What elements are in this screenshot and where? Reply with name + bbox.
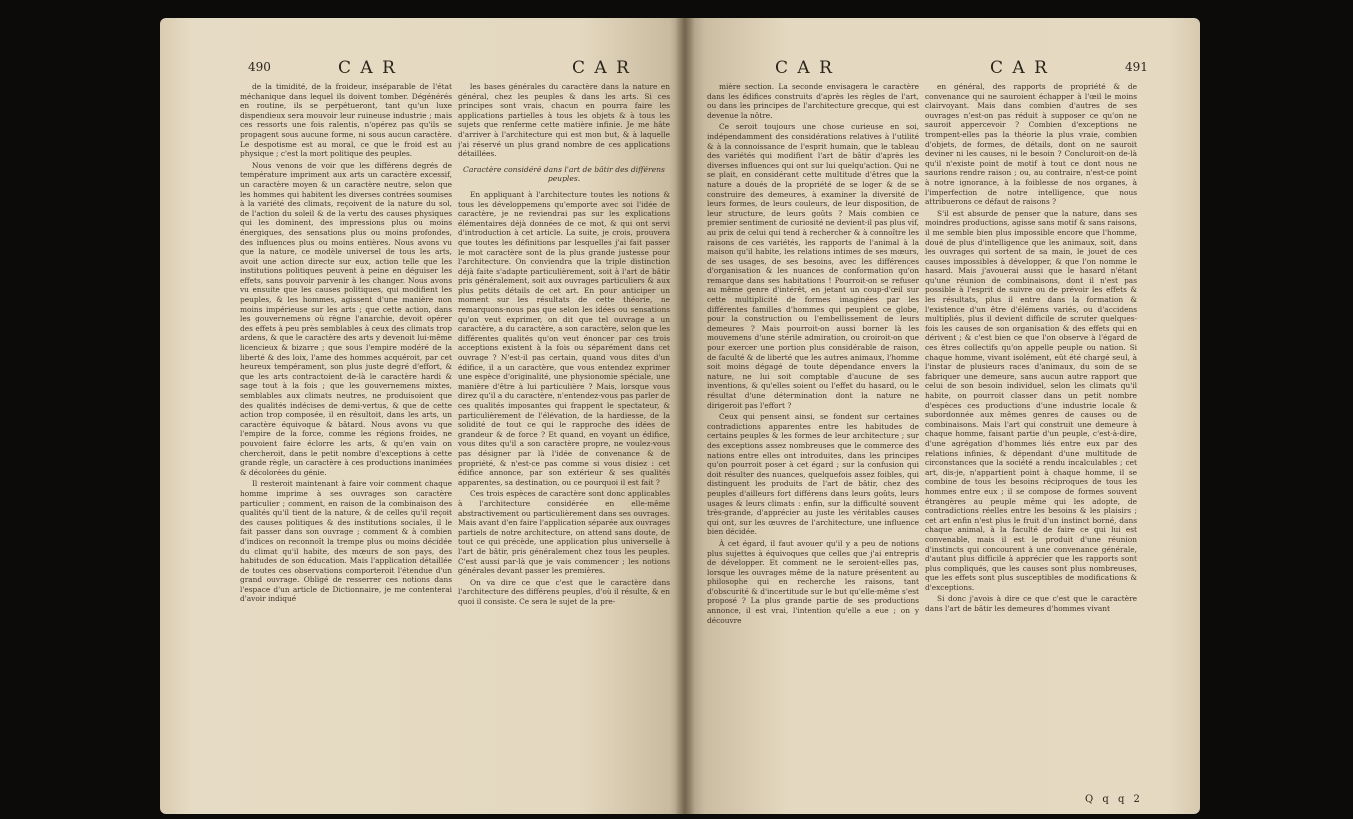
left-page-column-1 bbox=[240, 82, 452, 782]
paragraph: en général, des rapports de propriété & de convenance qui ne sauroient échapper à l'œil le moins clairvoyant. Mais dans combien d'autres de ses ouvrages n'est-on pas réduit à supposer ce qu'on ne sauroit appercevoir ? Combien d'exceptions ne trompent-elles pas la théorie la plus vraie, combien d'objets, de formes, de détails, dont on ne sauroit deviner ni les causes, ni le besoin ? Concluroit-on de-là qu'il n'existe point de motif à tout ce dont nous ne saurions rendre raison ; ou, au contraire, n'est-ce point à notre ignorance, à la foiblesse de nos organes, à l'imperfection de notre intelligence, que nous attribuerons ce défaut de raisons ? bbox=[925, 82, 1137, 207]
paragraph: mière section. La seconde envisagera le caractère dans les édifices construits d'après les règles de l'art, ou dans les principes de l'architecture grecque, qui est devenue la nôtre. bbox=[707, 82, 919, 120]
running-head-left-b: C A R bbox=[572, 58, 631, 78]
running-head-left-a: C A R bbox=[338, 58, 397, 78]
page-number-left: 490 bbox=[248, 60, 271, 74]
paragraph: Ce seroit toujours une chose curieuse en soi, indépendamment des considérations relatives à l'utilité & à la connoissance de l'esprit humain, que le tableau des variétés qui modifient l'art de bâtir d'après les diverses influences qui ont sur lui quelqu'action. Qui ne se plait, en considérant cette multitude d'êtres que la nature a doués de la propriété de se loger & de se construire des demeures, à examiner la diversité de leurs formes, de leurs couleurs, de leur disposition, de leur structure, de leurs goûts ? Mais combien ce premier sentiment de curiosité ne devient-il pas plus vif, au prix de celui qui tend à rechercher & à connoître les raisons de ces variétés, les rapports de l'animal à la maison qu'il habite, les relations intimes de ses mœurs, de ses usages, de ses besoins, avec les différences d'organisation & les nuances de conformation qu'on remarque dans ses habitations ! Pourroit-on se refuser au même genre d'intérêt, en jetant un coup-d'œil sur cette multiplicité de formes imaginées par les différentes familles d'hommes qui peuplent ce globe, pour la construction ou l'embellissement de leurs demeures ? Mais pourroit-on aussi borner là les mouvemens d'une stérile admiration, ou croiroit-on que pour exercer une portion plus considérable de raison, de faculté & de liberté que les autres animaux, l'homme soit moins dégagé de toute dépendance envers la nature, ne lui soit comptable d'aucune de ses inventions, & qu'elles soient ou l'effet du hasard, ou le résultat d'une détermination dont la nature ne dirigeroit pas l'effort ? bbox=[707, 122, 919, 410]
right-page-column-1 bbox=[707, 82, 919, 782]
paragraph: Ceux qui pensent ainsi, se fondent sur certaines contradictions apparentes entre les habitudes de certains peuples & les formes de leur architecture ; sur des exceptions assez nombreuses que le commerce des nations entre elles ont introduites, dans les principes qu'on pourroit poser à cet égard ; sur la confusion qui doit résulter des nuances, quelquefois assez foibles, qui distinguent les produits de l'art de bâtir, chez des peuples d'ailleurs fort différens dans leurs goûts, leurs usages & leurs climats : enfin, sur la difficulté souvent très-grande, d'apprécier au juste les véritables causes qui ont, sur les œuvres de l'architecture, une influence bien décidée. bbox=[707, 412, 919, 537]
paragraph: Si donc j'avois à dire ce que c'est que le caractère dans l'art de bâtir les demeures d'hommes vivant bbox=[925, 594, 1137, 614]
paragraph: S'il est absurde de penser que la nature, dans ses moindres productions, agisse sans motif & sans raisons, il me semble bien plus impossible encore que l'homme, doué de plus d'intelligence que les animaux, soit, dans les ouvrages qui sortent de sa main, le jouet de ces causes impossibles à développer, & que l'on nomme le hasard. Mais j'avouerai aussi que le hasard n'étant qu'une réunion de combinaisons, dont il n'est pas possible à l'esprit de suivre ou de prévoir les effets & les résultats, plus il entre dans la formation & l'existence d'un être d'élémens variés, ou d'accidens multipliés, plus il devient difficile de scruter quelques-fois les causes de son organisation & des effets qui en dérivent ; & c'est bien ce que l'on observe à l'égard de ces êtres collectifs qu'on appelle peuple ou nation. Si chaque homme, vivant isolément, eût été chargé seul, à l'instar de plusieurs races d'animaux, du soin de se fabriquer une demeure, sans aucun autre rapport que celui de son besoin individuel, selon les climats qu'il habite, on pourroit classer dans un petit nombre d'espèces ces productions d'une industrie locale & subordonnée aux mêmes genres de causes ou de combinaisons. Mais l'art qui construit une demeure à chaque homme, faisant partie d'un peuple, c'est-à-dire, d'une agrégation d'hommes liés entre eux par des relations infinies, & dépendant d'une multitude de circonstances que la société a rendu incalculables ; cet art, dis-je, n'appartient point à chaque homme, il se combine de tous les besoins réciproques de tous les hommes entre eux ; il se compose de formes souvent étrangères au peuple même qui les adopte, de contradictions réelles entre les besoins & les plaisirs ; cet art enfin n'est plus le fruit d'un instinct borné, dans chaque animal, à la faculté de faire ce qui lui est convenable, mais il est le produit d'une réunion d'instincts qui concourent à une convenance générale, d'autant plus difficile à apprécier que les rapports sont plus compliqués, que les causes sont plus nombreuses, que les effets sont plus susceptibles de modifications & d'exceptions. bbox=[925, 208, 1137, 592]
paragraph: Il resteroit maintenant à faire voir comment chaque homme imprime à ses ouvrages son caractère particulier ; comment, en raison de la combinaison des qualités qu'il tient de la nature, & de celles qu'il reçoit des causes politiques & des institutions sociales, il le fait passer dans son ouvrage ; comment & à combien d'indices on reconnoît la trempe plus ou moins décidée du climat qu'il habite, des mœurs de son pays, des habitudes de son éducation. Mais l'application détaillée de toutes ces observations comporteroit l'étendue d'un grand ouvrage. Obligé de resserrer ces notions dans l'espace d'un article de Dictionnaire, je me contenterai d'avoir indiqué bbox=[240, 479, 452, 604]
paragraph: de la timidité, de la froideur, inséparable de l'état méchanique dans lequel ils doivent tomber. Dégénérés en routine, ils se perpétueront, tant qu'un luxe dispendieux sera mouvoir leur ruineuse industrie ; mais ces ressorts une fois ralentis, n'opérez pas qu'ils se propagent sous aucune forme, ni sous aucun caractère. Le despotisme est au moral, ce que le froid est au physique ; c'est la mort politique des peuples. bbox=[240, 82, 452, 159]
running-head-right-a: C A R bbox=[775, 58, 834, 78]
paragraph: À cet égard, il faut avouer qu'il y a peu de notions plus sujettes à équivoques que celles que j'ai entrepris de développer. Et comment ne le seroient-elles pas, lorsque les ouvrages même de la nature présentent au philosophe qui en recherche les raisons, tant d'obscurité & d'incertitude sur le but qu'elle-même s'est proposé ? La plus grande partie de ses productions annonce, il est vrai, l'intention qu'elle a eue ; on y découvre bbox=[707, 538, 919, 625]
paragraph: En appliquant à l'architecture toutes les notions & tous les développemens qu'emporte avec soi l'idée de caractère, je ne reviendrai pas sur les explications élémentaires déjà données de ce mot, & qui ont servi d'introduction à cet article. La suite, je crois, prouvera que toutes les définitions par lesquelles j'ai fait passer le mot caractère sont de la plus grande justesse pour l'architecture. On conviendra que la triple distinction déjà faite s'adapte particulièrement, soit à l'art de bâtir pris généralement, soit aux ouvrages particuliers & aux plus petits détails de cet art. En pour anticiper un moment sur les résultats de cette théorie, ne remarquons-nous pas que selon les idées ou sensations qu'on veut exprimer, on dit que tel ouvrage a un caractère, a du caractère, a son caractère, selon que les différentes qualités qu'on veut énoncer par ces trois acceptions existent à la fois ou séparément dans cet ouvrage ? N'est-il pas certain, quand vous dites d'un édifice, il a un caractère, que vous entendez exprimer une espèce d'originalité, une physionomie spéciale, une manière d'être à lui particulière ? Mais, lorsque vous direz qu'il a du caractère, n'entendez-vous pas parler de ces qualités imposantes qui frappent le spectateur, & particulièrement de l'élévation, de la hardiesse, de la solidité de tout ce qui le rapproche des idées de grandeur & de force ? Et quand, en voyant un édifice, vous dites qu'il a son caractère propre, ne voulez-vous pas désigner par là l'idée de convenance & de propriété, & n'est-ce pas comme si vous disiez : cet édifice annonce, par son extérieur & ses qualités apparentes, sa destination, ou ce pourquoi il est fait ? bbox=[458, 189, 670, 487]
open-book bbox=[160, 18, 1200, 814]
left-page-column-2 bbox=[458, 82, 670, 782]
paragraph: Nous venons de voir que les différens degrés de température impriment aux arts un caractère excessif, un caractère moyen & un caractère neutre, selon que les hommes qui habitent les diverses contrées soumises à la variété des climats, reçoivent de la nature du sol, de l'action du soleil & de la vertu des causes physiques qui les dominent, des impressions plus ou moins énergiques, des sensations plus ou moins profondes, des influences plus ou moins entières. Nous avons vu que la nature, ce modèle universel de tous les arts, avoit une action directe sur eux, action telle que les institutions politiques peuvent à peine en déguiser les effets, sans pouvoir parvenir à les changer. Nous avons vu ensuite que les causes politiques, qui modifient les peuples, & les hommes, agissent d'une manière non moins impérieuse sur les arts ; que cette action, dans les gouvernemens où règne l'anarchie, devoit opérer des effets à peu près semblables à ceux des climats trop ardens, & que le caractère des arts y devenoit lui-même licencieux & bizarre ; que sous l'empire modéré de la liberté & des loix, l'ame des hommes acquéroit, par cet heureux tempérament, son plus juste degré d'effort, & que les arts contractoient de-là le caractère hardi & sage tout à la fois ; que les gouvernemens mixtes, semblables aux climats neutres, ne produisoient que des qualités indécises de demi-vertus, & que de cette action trop composée, il en résultoit, dans les arts, un caractère équivoque & bâtard. Nous avons vu que l'empire de la force, comme les régions froides, ne pouvoient faire éclorre les arts, & qu'en vain on chercheroit, dans le petit nombre d'exceptions à cette grande règle, un caractère à ces productions inanimées & décolorées du génie. bbox=[240, 160, 452, 477]
section-heading: Caractère considéré dans l'art de bâtir des différens peuples. bbox=[463, 164, 665, 184]
right-page bbox=[685, 18, 1200, 814]
signature-mark: Q q q 2 bbox=[1085, 794, 1143, 805]
paragraph: Ces trois espèces de caractère sont donc applicables à l'architecture considérée en elle-même abstractivement ou particulièrement dans ses ouvrages. Mais avant d'en faire l'application séparée aux ouvrages partiels de notre architecture, on attend sans doute, de tout ce qui précède, une application plus universelle à l'art de bâtir, pris généralement chez tous les peuples. C'est aussi par-là que je vais commencer ; les notions générales devant passer les premières. bbox=[458, 489, 670, 576]
paragraph: les bases générales du caractère dans la nature en général, chez les peuples & dans les arts. Si ces principes sont vrais, chacun en pourra faire les applications partielles à tous les objets & à tous les sujets que renferme cette matière infinie. Je me hâte d'arriver à l'architecture qui est mon but, & à laquelle j'ai réservé un plus grand nombre de ces applications détaillées. bbox=[458, 82, 670, 159]
right-page-column-2 bbox=[925, 82, 1137, 794]
book-gutter bbox=[675, 18, 695, 814]
paragraph: On va dire ce que c'est que le caractère dans l'architecture des différens peuples, d'où il résulte, & en quoi il consiste. Ce sera le sujet de la pre- bbox=[458, 577, 670, 606]
running-head-right-b: C A R bbox=[990, 58, 1049, 78]
left-page bbox=[160, 18, 685, 814]
page-number-right: 491 bbox=[1125, 60, 1148, 74]
